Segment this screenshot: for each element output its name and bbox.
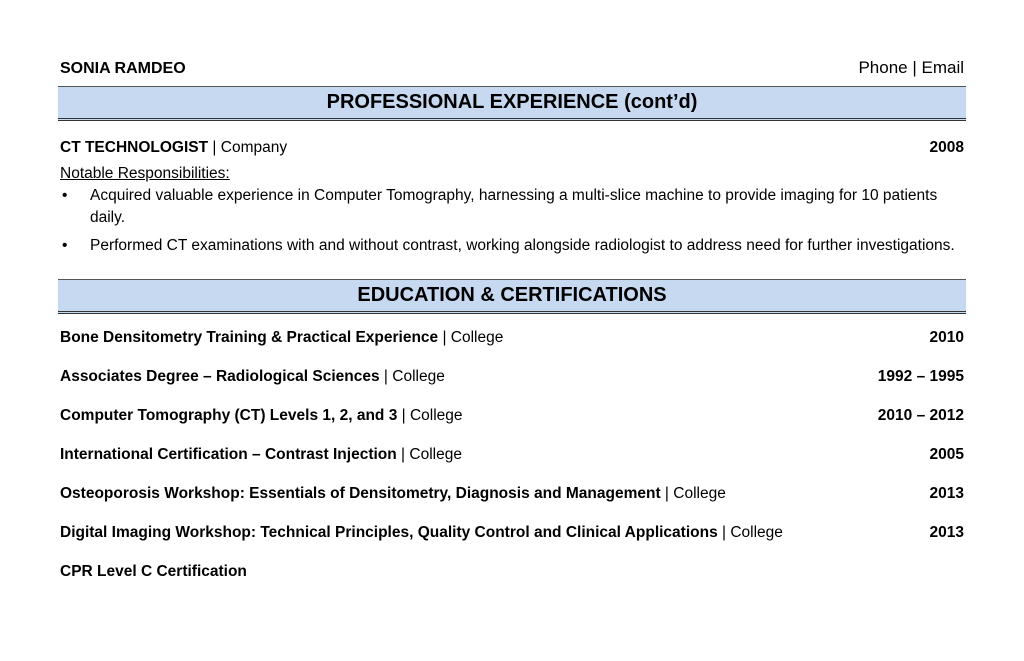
- notable-responsibilities-label: Notable Responsibilities:: [60, 165, 230, 182]
- contact-info: Phone | Email: [858, 58, 964, 77]
- education-institution: | College: [397, 407, 463, 424]
- education-year: 2010 – 2012: [877, 407, 964, 424]
- education-year: 1992 – 1995: [877, 368, 964, 385]
- education-institution: | College: [438, 329, 504, 346]
- bullet-icon: •: [62, 237, 68, 254]
- education-title: Computer Tomography (CT) Levels 1, 2, and 3: [60, 407, 398, 424]
- role-year: 2008: [929, 139, 964, 156]
- resume-header: [58, 58, 966, 86]
- education-item: [58, 478, 966, 517]
- education-section-title: EDUCATION & CERTIFICATIONS: [58, 279, 966, 314]
- education-year: 2013: [929, 485, 964, 502]
- resume-page: [58, 58, 966, 595]
- role-separator: |: [208, 139, 221, 156]
- education-year: 2013: [929, 524, 964, 541]
- role-row: [58, 139, 966, 157]
- education-title: Associates Degree – Radiological Sciences: [60, 368, 380, 385]
- education-item: [58, 556, 966, 595]
- role-heading: [60, 139, 287, 157]
- education-title: CPR Level C Certification: [60, 563, 247, 580]
- education-item: [58, 517, 966, 556]
- responsibility-text: Acquired valuable experience in Computer Tomography, harnessing a multi-slice machine to provide imaging for 10 patients daily.: [90, 187, 938, 226]
- candidate-name: SONIA RAMDEO: [60, 60, 186, 77]
- education-item: [58, 400, 966, 439]
- education-year: 2005: [929, 446, 964, 463]
- education-list: [58, 322, 966, 595]
- education-item: [58, 322, 966, 361]
- education-year: 2010: [929, 329, 964, 346]
- education-item: [58, 439, 966, 478]
- education-institution: | College: [396, 446, 462, 463]
- education-section: [58, 279, 966, 595]
- responsibility-text: Performed CT examinations with and without contrast, working alongside radiologist to address need for further investigations.: [90, 237, 955, 254]
- responsibility-item: [58, 235, 966, 257]
- experience-section-title: PROFESSIONAL EXPERIENCE (cont’d): [58, 86, 966, 121]
- education-institution: | College: [660, 485, 726, 502]
- education-item: [58, 361, 966, 400]
- education-title: Bone Densitometry Training & Practical Experience: [60, 329, 439, 346]
- education-title: Digital Imaging Workshop: Technical Principles, Quality Control and Clinical Applications: [60, 524, 718, 541]
- responsibilities-list: [58, 185, 966, 257]
- education-title: International Certification – Contrast Injection: [60, 446, 397, 463]
- education-institution: | College: [717, 524, 783, 541]
- bullet-icon: •: [62, 187, 68, 204]
- education-title: Osteoporosis Workshop: Essentials of Densitometry, Diagnosis and Management: [60, 485, 661, 502]
- role-title: CT TECHNOLOGIST: [60, 139, 209, 156]
- role-company: Company: [220, 139, 288, 156]
- education-institution: | College: [379, 368, 445, 385]
- responsibility-item: [58, 185, 966, 229]
